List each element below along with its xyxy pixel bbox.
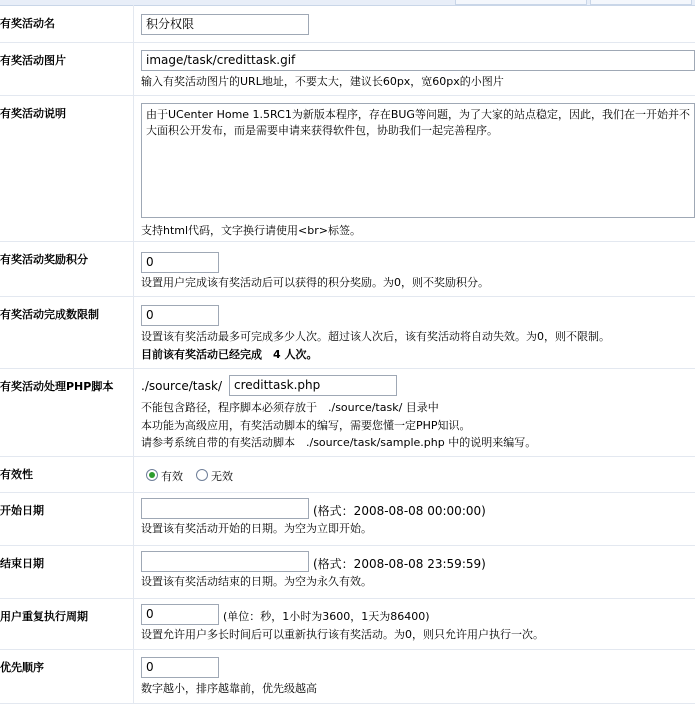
divider xyxy=(133,456,134,492)
row-task-script xyxy=(0,368,695,457)
task-repeat-input[interactable]: 0 xyxy=(141,604,219,625)
task-repeat-unit: (单位：秒，1小时为3600，1天为86400) xyxy=(223,610,430,623)
task-script-input[interactable]: credittask.php xyxy=(229,375,397,396)
divider xyxy=(133,296,134,368)
row-task-description xyxy=(0,95,695,242)
task-name-input[interactable]: 积分权限 xyxy=(141,14,309,35)
label-task-name: 有奖活动名 xyxy=(0,17,55,30)
task-script-note-3: 请参考系统自带的有奖活动脚本 ./source/task/sample.php 中的说明来编写。 xyxy=(141,436,537,449)
task-limit-note: 设置该有奖活动最多可完成多少人次。超过该人次后，该有奖活动将自动失效。为0，则不限制。 xyxy=(141,330,610,343)
divider xyxy=(133,649,134,703)
task-image-input[interactable]: image/task/credittask.gif xyxy=(141,50,695,71)
divider xyxy=(133,95,134,241)
task-description-note: 支持html代码，文字换行请使用<br>标签。 xyxy=(141,224,361,237)
task-end-note: 设置该有奖活动结束的日期。为空为永久有效。 xyxy=(141,575,372,588)
label-task-image: 有奖活动图片 xyxy=(0,54,66,67)
task-start-input[interactable] xyxy=(141,498,309,519)
task-order-input[interactable]: 0 xyxy=(141,657,219,678)
label-task-limit: 有奖活动完成数限制 xyxy=(0,308,99,321)
task-start-note: 设置该有奖活动开始的日期。为空为立即开始。 xyxy=(141,522,372,535)
task-limit-status: 目前该有奖活动已经完成 4 人次。 xyxy=(141,348,318,361)
task-credit-input[interactable]: 0 xyxy=(141,252,219,273)
task-order-note: 数字越小，排序越靠前，优先级越高 xyxy=(141,682,317,695)
radio-valid-on-label: 有效 xyxy=(161,470,183,483)
task-script-note-1: 不能包含路径，程序脚本必须存放于 ./source/task/ 目录中 xyxy=(141,401,439,414)
label-task-start: 开始日期 xyxy=(0,504,44,517)
label-task-credit: 有奖活动奖励积分 xyxy=(0,253,88,266)
radio-valid-on[interactable] xyxy=(146,469,158,481)
task-script-prefix: ./source/task/ xyxy=(141,379,223,393)
divider xyxy=(133,545,134,598)
task-image-note: 输入有奖活动图片的URL地址，不要太大，建议长60px，宽60px的小图片 xyxy=(141,75,504,88)
radio-valid-off-label: 无效 xyxy=(211,470,233,483)
task-start-format: (格式：2008-08-08 00:00:00) xyxy=(313,504,486,518)
label-task-order: 优先顺序 xyxy=(0,661,44,674)
row-task-end xyxy=(0,545,695,599)
label-task-valid: 有效性 xyxy=(0,468,33,481)
label-task-script: 有奖活动处理PHP脚本 xyxy=(0,380,114,393)
row-task-limit xyxy=(0,296,695,369)
divider xyxy=(133,598,134,649)
divider xyxy=(133,241,134,296)
task-end-format: (格式：2008-08-08 23:59:59) xyxy=(313,557,486,571)
row-task-credit xyxy=(0,241,695,297)
task-repeat-note: 设置允许用户多长时间后可以重新执行该有奖活动。为0，则只允许用户执行一次。 xyxy=(141,628,544,641)
row-task-image xyxy=(0,42,695,96)
row-task-name xyxy=(0,5,695,43)
row-task-repeat xyxy=(0,598,695,650)
task-end-input[interactable] xyxy=(141,551,309,572)
row-task-order xyxy=(0,649,695,704)
task-limit-input[interactable]: 0 xyxy=(141,305,219,326)
row-task-valid xyxy=(0,456,695,493)
task-script-note-2: 本功能为高级应用，有奖活动脚本的编写，需要您懂一定PHP知识。 xyxy=(141,419,471,432)
radio-valid-off[interactable] xyxy=(196,469,208,481)
task-description-textarea[interactable]: 由于UCenter Home 1.5RC1为新版本程序，存在BUG等问题，为了大家的站点稳定，因此，我们在一开始并不大面积公开发布，而是需要申请来获得软件包，协助我们一起完善程序。 xyxy=(141,103,695,218)
divider xyxy=(133,492,134,545)
label-task-end: 结束日期 xyxy=(0,557,44,570)
task-credit-note: 设置用户完成该有奖活动后可以获得的积分奖励。为0，则不奖励积分。 xyxy=(141,276,489,289)
label-task-repeat: 用户重复执行周期 xyxy=(0,610,88,623)
divider xyxy=(133,42,134,95)
label-task-description: 有奖活动说明 xyxy=(0,107,66,120)
divider xyxy=(133,368,134,456)
divider xyxy=(133,5,134,42)
row-task-start xyxy=(0,492,695,546)
